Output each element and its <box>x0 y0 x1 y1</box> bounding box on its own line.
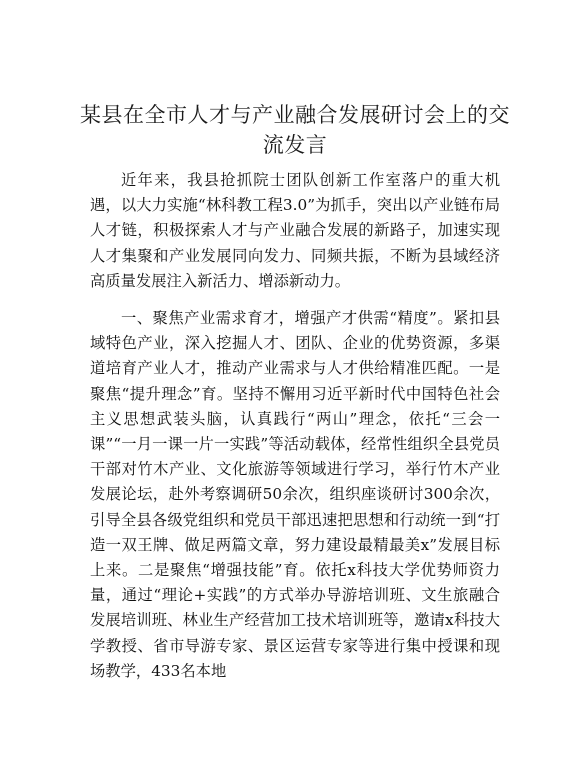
document-title: 某县在全市人才与产业融合发展研讨会上的交流发言 <box>80 103 510 157</box>
paragraph-intro: 近年来，我县抢抓院士团队创新工作室落户的重大机遇，以大力实施“林科教工程3.0”为抓手，突出以产业链布局人才链，积极探索人才与产业融合发展的新路子，加速实现人才集聚和产业发展同向发力、同频共振，不断为县域经济高质量发展注入新活力、增添新动力。 <box>90 171 500 290</box>
paragraph-section-one: 一、聚焦产业需求育才，增强产才供需“精度”。紧扣县域特色产业，深入挖掘人才、团队、企业的优势资源，多渠道培育产业人才，推动产业需求与人才供给精准匹配。一是聚焦“提升理念”育。坚持不懈用习近平新时代中国特色社会主义思想武装头脑，认真践行“两山”理念，依托“三会一课”“一月一课一片一实践”等活动载体，经常性组织全县党员干部对竹木产业、文化旅游等领域进行学习，举行竹木产业发展论坛，赴外考察调研50余次，组织座谈研讨300余次，引导全县各级党组织和党员干部迅速把思想和行动统一到“打造一双王牌、做足两篇文章，努力建设最精最美x”发展目标上来。二是聚焦“增强技能”育。依托x科技大学优势师资力量，通过“理论+实践”的方式举办导游培训班、文生旅融合发展培训班、林业生产经营加工技术培训班等，邀请x科技大学教授、省市导游专家、景区运营专家等进行集中授课和现场教学，433名本地 <box>90 309 500 680</box>
